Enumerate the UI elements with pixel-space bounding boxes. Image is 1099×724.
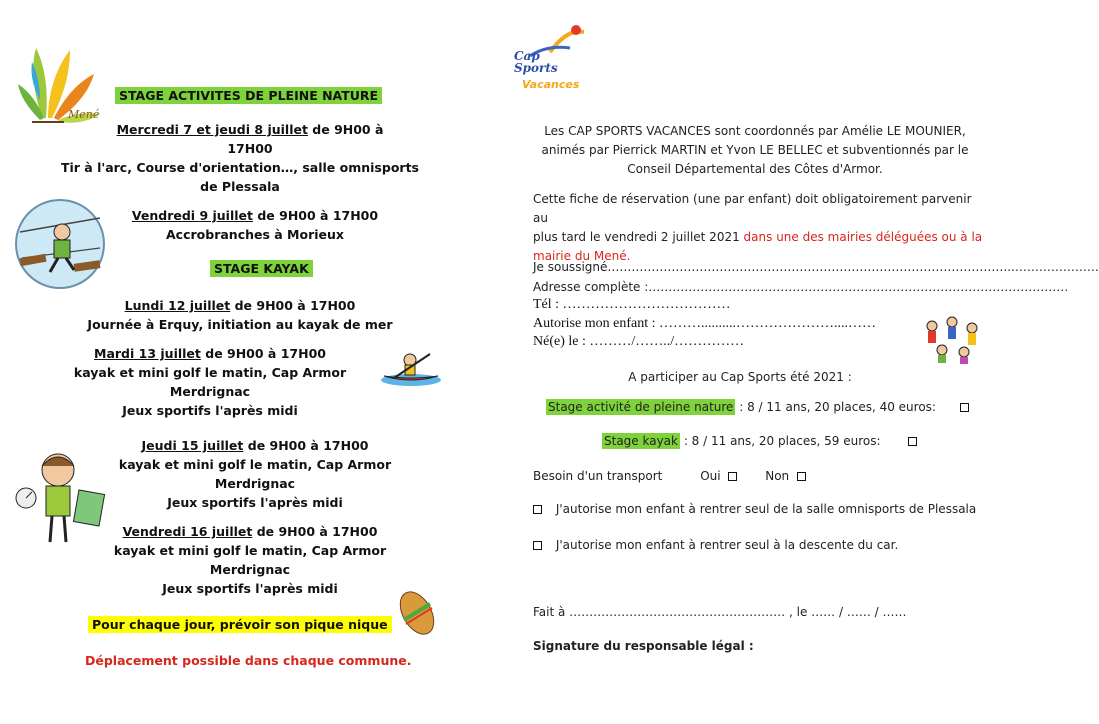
session-nature-2: Vendredi 9 juillet de 9H00 à 17H00 Accrobranches à Morieux <box>131 208 379 242</box>
field-autorise-enfant[interactable]: Autorise mon enfant : ………..........…………………....…… <box>533 316 876 331</box>
session-kayak-1: Lundi 12 juillet de 9H00 à 17H00 Journée à Erquy, initiation au kayak de mer <box>87 298 393 332</box>
signature-label: Signature du responsable légal : <box>533 639 754 653</box>
intro-text: Les CAP SPORTS VACANCES sont coordonnés par Amélie LE MOUNIER, animés par Pierrick MARTIN et Yvon LE BELLEC et subventionnés par le Conseil Départemental des Côtes d'Armor. <box>541 124 969 176</box>
field-adresse[interactable]: Adresse complète :…………………………………………………………………………………………… <box>533 280 1069 294</box>
field-date-naissance[interactable]: Né(e) le : ………/……../…………… <box>533 334 745 349</box>
checkbox-auth-plessala[interactable] <box>533 505 542 514</box>
kayak-illustration <box>380 348 442 388</box>
transport-question: Besoin d'un transport Oui Non <box>533 467 810 486</box>
session-nature-1: Mercredi 7 et jeudi 8 juillet de 9H00 à 17H00 <box>116 122 384 156</box>
session-kayak-3: Jeudi 15 juillet de 9H00 à 17H00 kayak et mini golf le matin, Cap Armor Merdrignac Jeux sportifs l'après midi <box>118 438 392 510</box>
stage-kayak-title: STAGE KAYAK <box>210 259 313 278</box>
authorisation-car[interactable]: J'autorise mon enfant à rentrer seul à la descente du car. <box>533 536 898 555</box>
field-tel[interactable]: Tél : ……………………………… <box>533 297 731 312</box>
authorisation-plessala[interactable]: J'autorise mon enfant à rentrer seul de la salle omnisports de Plessala <box>533 500 976 519</box>
mene-logo-text: Mené <box>68 108 100 121</box>
accrobranche-illustration <box>14 198 106 290</box>
picnic-note: Pour chaque jour, prévoir son pique nique <box>88 615 392 634</box>
checkbox-stage-kayak[interactable] <box>908 437 917 446</box>
kids-playing-illustration <box>918 312 988 364</box>
mene-logo <box>12 38 112 130</box>
participation-heading: A participer au Cap Sports été 2021 : <box>628 370 852 384</box>
checkbox-transport-oui[interactable] <box>728 472 737 481</box>
option-stage-kayak[interactable]: Stage kayak : 8 / 11 ans, 20 places, 59 euros: <box>602 432 921 451</box>
cap-sports-logo: Cap Sports Vacances <box>510 22 590 98</box>
reservation-instructions: Cette fiche de réservation (une par enfant) doit obligatoirement parvenir au plus tard le vendredi 2 juillet 2021 dans une des mairies déléguées ou à la mairie du Mené. <box>533 192 983 263</box>
stage-nature-title: STAGE ACTIVITES DE PLEINE NATURE <box>115 86 382 105</box>
sandwich-illustration <box>394 588 440 638</box>
travel-note: Déplacement possible dans chaque commune. <box>85 653 412 668</box>
checkbox-stage-nature[interactable] <box>960 403 969 412</box>
field-soussigne[interactable]: Je soussigné………………………………………………………………………………………...………………… <box>533 260 1099 274</box>
field-fait-a[interactable]: Fait à ……………………………………………… , le …… / …… / …… <box>533 605 907 619</box>
checkbox-auth-car[interactable] <box>533 541 542 550</box>
child-orienteering-illustration <box>10 448 108 552</box>
checkbox-transport-non[interactable] <box>797 472 806 481</box>
session-nature-1-desc: Tir à l'arc, Course d'orientation…, salle omnisports de Plessala <box>60 160 419 194</box>
session-kayak-4: Vendredi 16 juillet de 9H00 à 17H00 kayak et mini golf le matin, Cap Armor Merdrignac Jeux sportifs l'après midi <box>113 524 387 596</box>
option-stage-nature[interactable]: Stage activité de pleine nature : 8 / 11 ans, 20 places, 40 euros: <box>546 398 973 417</box>
session-kayak-2: Mardi 13 juillet de 9H00 à 17H00 kayak et mini golf le matin, Cap Armor Merdrignac Jeux sportifs l'après midi <box>73 346 347 418</box>
